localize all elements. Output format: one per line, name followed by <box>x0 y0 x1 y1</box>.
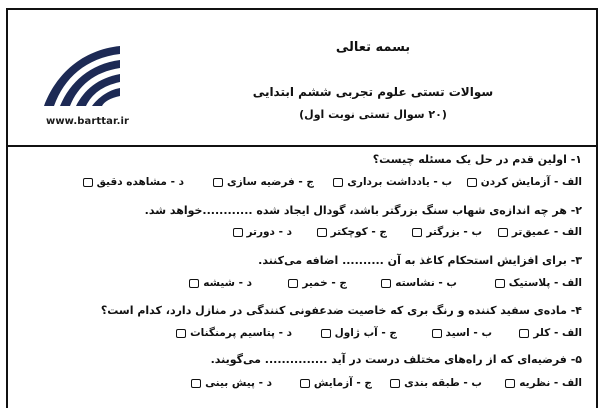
q3-option-d[interactable] <box>187 277 252 289</box>
exam-title: سوالات تستی علوم تجربی ششم ابتدایی <box>252 85 494 99</box>
checkbox-icon[interactable] <box>317 228 327 237</box>
checkbox-icon[interactable] <box>412 228 422 237</box>
option-label: ج - کوچکتر <box>330 226 387 238</box>
q4-option-a[interactable] <box>517 327 582 339</box>
checkbox-icon[interactable] <box>83 178 93 187</box>
option-label: الف - پلاستیک <box>508 277 582 289</box>
checkbox-icon[interactable] <box>467 178 477 187</box>
question-5-options <box>48 377 582 393</box>
option-label: ج - آزمایش <box>313 377 372 389</box>
checkbox-icon[interactable] <box>189 279 199 288</box>
question-3-text: ۳- برای افزایش استحکام کاغذ به آن .......... اضافه می‌کنند. <box>258 254 582 267</box>
barttar-logo-icon <box>38 40 124 110</box>
website-url: www.barttar.ir <box>46 116 130 127</box>
question-1-text: ۱- اولین قدم در حل یک مسئله چیست؟ <box>372 153 582 166</box>
exam-subtitle: (۲۰ سوال تستی نوبت اول) <box>299 108 447 121</box>
option-label: ج - آب ژاول <box>334 327 397 339</box>
option-label: ب - یادداشت برداری <box>347 176 452 188</box>
question-3-options <box>48 277 582 293</box>
option-label: ب - بزرگتر <box>426 226 482 238</box>
exam-page <box>6 8 598 408</box>
q1-option-d[interactable] <box>81 176 184 188</box>
q2-option-c[interactable] <box>315 226 387 238</box>
option-label: الف - عمیق‌تر <box>511 226 582 238</box>
question-1-options <box>48 176 582 192</box>
checkbox-icon[interactable] <box>390 379 400 388</box>
q3-option-a[interactable] <box>493 277 582 289</box>
checkbox-icon[interactable] <box>333 178 343 187</box>
option-label: الف - نظریه <box>519 377 582 389</box>
checkbox-icon[interactable] <box>191 379 201 388</box>
q5-option-b[interactable] <box>388 377 482 389</box>
question-4-text: ۴- ماده‌ی سفید کننده و رنگ بری که خاصیت ضدعفونی کنندگی در منازل دارد، کدام است؟ <box>100 304 582 317</box>
checkbox-icon[interactable] <box>381 279 391 288</box>
checkbox-icon[interactable] <box>321 329 331 338</box>
q5-option-a[interactable] <box>503 377 582 389</box>
checkbox-icon[interactable] <box>233 228 243 237</box>
question-4-options <box>48 327 582 343</box>
option-label: الف - کلر <box>533 327 582 339</box>
option-label: ب - طبقه بندی <box>404 377 482 389</box>
option-label: الف - آزمایش کردن <box>480 176 582 188</box>
question-2-options <box>48 226 582 242</box>
checkbox-icon[interactable] <box>288 279 298 288</box>
checkbox-icon[interactable] <box>176 329 186 338</box>
q4-option-d[interactable] <box>174 327 292 339</box>
checkbox-icon[interactable] <box>300 379 310 388</box>
question-2-text: ۲- هر چه اندازه‌ی شهاب سنگ بزرگتر باشد، گودال ایجاد شده ............خواهد شد. <box>144 204 582 217</box>
checkbox-icon[interactable] <box>213 178 223 187</box>
option-label: د - پتاسیم پرمنگنات <box>190 327 292 339</box>
checkbox-icon[interactable] <box>432 329 442 338</box>
header-divider <box>8 145 596 147</box>
option-label: ج - خمیر <box>302 277 347 289</box>
q2-option-a[interactable] <box>496 226 582 238</box>
q1-option-a[interactable] <box>465 176 582 188</box>
option-label: ب - نشاسته <box>395 277 457 289</box>
q5-option-c[interactable] <box>298 377 372 389</box>
checkbox-icon[interactable] <box>495 279 505 288</box>
q3-option-b[interactable] <box>379 277 457 289</box>
q2-option-b[interactable] <box>410 226 482 238</box>
q4-option-b[interactable] <box>430 327 493 339</box>
q5-option-d[interactable] <box>189 377 272 389</box>
checkbox-icon[interactable] <box>519 329 529 338</box>
option-label: ب - اسید <box>445 327 492 339</box>
option-label: د - مشاهده دقیق <box>96 176 184 188</box>
checkbox-icon[interactable] <box>505 379 515 388</box>
option-label: ج - فرضیه سازی <box>226 176 314 188</box>
option-label: د - شیشه <box>203 277 252 289</box>
checkbox-icon[interactable] <box>498 228 508 237</box>
question-5-text: ۵- فرضیه‌ای که از راه‌های مختلف درست در آید ............... می‌گویند. <box>210 353 582 366</box>
q4-option-c[interactable] <box>319 327 397 339</box>
q1-option-c[interactable] <box>211 176 314 188</box>
q1-option-b[interactable] <box>331 176 452 188</box>
option-label: د - پیش بینی <box>205 377 272 389</box>
q2-option-d[interactable] <box>231 226 293 238</box>
q3-option-c[interactable] <box>286 277 347 289</box>
bismillah-heading: بسمه تعالی <box>335 40 411 55</box>
option-label: د - دورتر <box>246 226 292 238</box>
